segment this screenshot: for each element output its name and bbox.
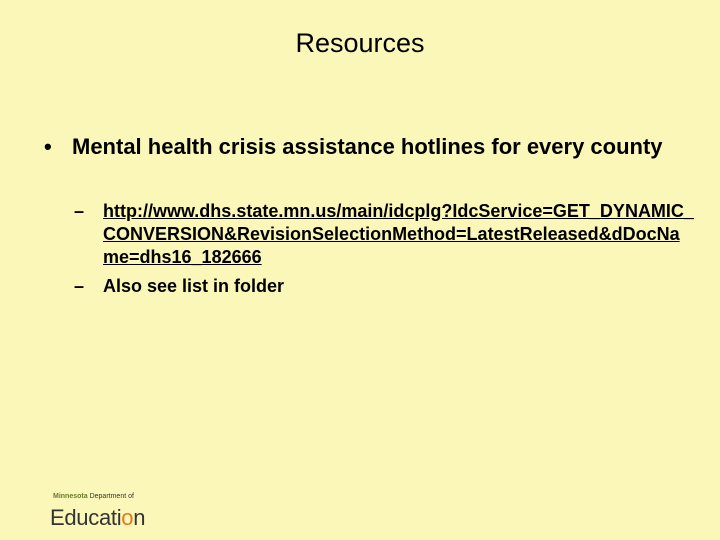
resource-link[interactable]: http://www.dhs.state.mn.us/main/idcplg?IdcService=GET_DYNAMIC_CONVERSION&RevisionSelectionMethod=LatestReleased&dDocName=dhs16_182666 (103, 201, 694, 267)
sub-bullet-item (74, 200, 694, 269)
dash-icon: – (74, 201, 85, 221)
logo-name-part: Educati (50, 505, 122, 530)
bullet-item (44, 132, 694, 161)
bullet-dot-icon: • (44, 134, 52, 159)
sub-bullet-text: Also see list in folder (103, 276, 285, 296)
logo-org-line (53, 493, 134, 500)
logo-name (50, 505, 145, 531)
logo-accent-letter: o (121, 505, 134, 530)
logo-name-part: n (133, 505, 146, 530)
logo-department: Department of (89, 493, 134, 500)
slide-title: Resources (295, 28, 425, 58)
sub-bullet-list (74, 200, 694, 298)
sub-bullet-item (74, 275, 694, 298)
dash-icon: – (74, 276, 85, 296)
mn-education-logo (50, 493, 170, 533)
bullet-text: Mental health crisis assistance hotlines for every county (72, 134, 663, 159)
logo-state-name: Minnesota (53, 493, 88, 500)
